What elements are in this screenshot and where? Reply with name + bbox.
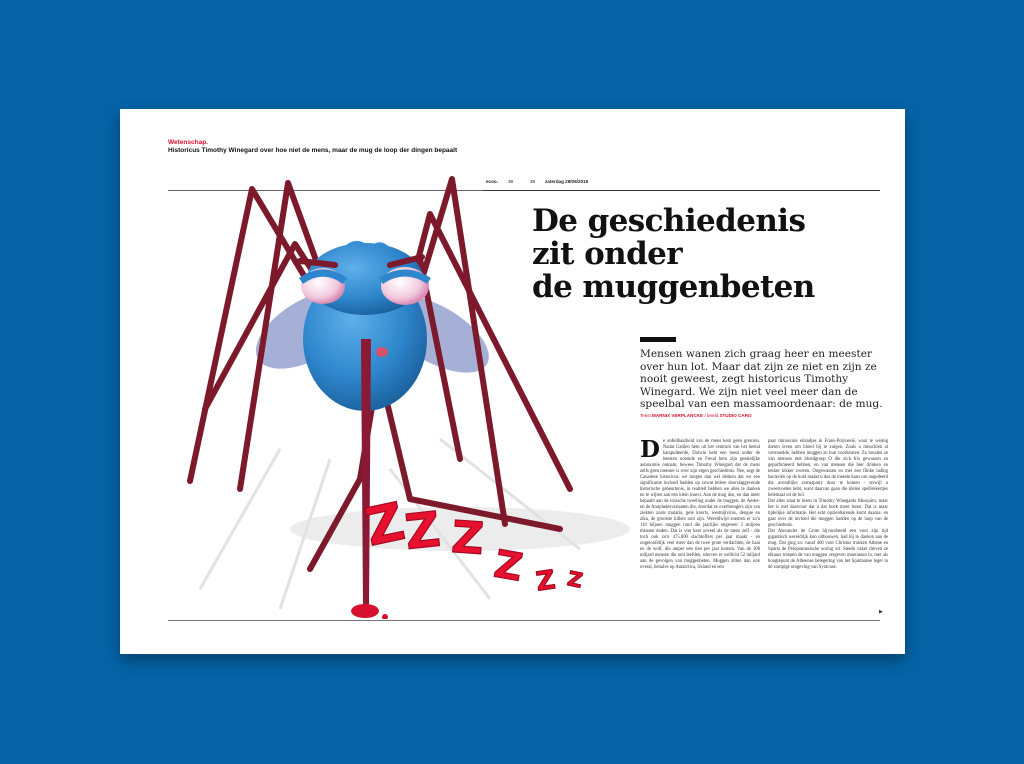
drop-cap: D bbox=[640, 436, 660, 463]
headline bbox=[532, 205, 852, 304]
body-text-2b: Dat alles staat te lezen in Timothy Winegards Mosquito, maar het is niet daarvoor dat u dat boek moet lezen. Dat is maar tijdelijke informatie. Het echt opzienbarende komt daarna: en gaat over de invloed die muggen hadden op de loop van de geschiedenis. bbox=[768, 499, 888, 528]
byline-image-label: beeld bbox=[706, 413, 719, 418]
brand-logo: ecoo. bbox=[486, 179, 498, 184]
svg-text:Z: Z bbox=[402, 501, 443, 561]
svg-text:Z: Z bbox=[565, 566, 585, 593]
svg-text:Z: Z bbox=[450, 511, 486, 565]
body-text-2c: Dat Alexander de Grote bijvoorbeeld een voor zijn tijd gigantisch wereldrijk kon uitbouwen, had hij te danken aan de mug. Dat ging zo: vanaf 460 voor Christus trokken Athene en Sparta de Peloponnesische oorlog uit. Steeds vaker dreven ze elkaars troepen de van muggen vergeven moerassen in, met als hoogtepunt de Atheense belegering van het Spartaanse leger in de zompige omgeving van Syracuse. bbox=[768, 529, 888, 570]
page-number-right: 39 bbox=[530, 179, 536, 184]
blood-splat bbox=[382, 614, 388, 619]
svg-text:Z: Z bbox=[491, 541, 526, 590]
page-number-left: 38 bbox=[508, 179, 514, 184]
rubric bbox=[168, 139, 457, 155]
lead-bar bbox=[640, 337, 676, 342]
footer-rule bbox=[168, 620, 880, 621]
mosquito-tongue bbox=[376, 347, 388, 357]
rubric-subtitle: Historicus Timothy Winegard over hoe niet de mens, maar de mug de loop der dingen bepaalt bbox=[168, 147, 458, 154]
body-text-1: e onfeilbaarheid van de mens kent geen grenzen. Nadat Galileo hem uit het centrum van het heelal katapulteerde, Darwin hem een beest onder de beesten noemde en Freud hem zijn geestelijke autonomie ontnam, bewees Timothy Winegard dat de mens zelfs geen meester is over zijn eigen geschiedenis. Nee, zegt de Canadese historicus: we mogen dan wel denken dat we een significante invloed hadden op zowat iedere doorslaggevende historische gebeurtenis, in realiteit hebben we alles te danken en te wijten aan een klein insect. Aan de mug dus, en dan meer bepaald aan de toxische tweeling onder de muggen, de Aedes- en de Anophelesvarianten die, doordat ze overbrengers zijn van ziekten zoals malaria, gele koorts, westnijlvirus, dengue en zika, de grootste killers ooit zijn. Wereldwijd zoemen er zo'n 110 biljoen muggen rond die jaarlijks ongeveer 2 miljoen mensen doden. Dat is vier keer zoveel als de mens zelf - die toch ook zo'n 475.000 slachtoffers per jaar maakt - en ongeloofelijk veel meer dan de twee grote verdachten, de haai en de wolf, die amper een tien per jaar komen. Van de 108 miljard mensen die ooit leefden, stierven er wellicht 52 miljard aan de gevolgen van muggenbeten. Muggen zitten dan ook overal, behalve op Antarctica, IJsland en een bbox=[640, 439, 760, 570]
byline: Tekst MARNIX VERPLANCKE / beeld STUDIO CARO bbox=[640, 413, 752, 418]
headline-line-3: de muggenbeten bbox=[532, 269, 815, 305]
mosquito-proboscis bbox=[361, 339, 371, 607]
body-column-1 bbox=[640, 436, 760, 571]
blood-drop bbox=[351, 604, 379, 618]
svg-text:Z: Z bbox=[360, 491, 410, 559]
lead-paragraph: Mensen wanen zich graag heer en meester over hun lot. Maar dat zijn ze niet en zijn ze nooit geweest, zegt historicus Timothy Winegard. We zijn niet veel meer dan de speelbal van een massamoordenaar: de mug. bbox=[640, 348, 883, 410]
svg-text:Z: Z bbox=[534, 565, 558, 598]
body-text-2a: paar minuscule eilandjes in Frans-Polynesië, waar te weinig dieren leven om bloed bij te zuigen. Zoals u misschien al vermoedde, hebben muggen zo hun voorkeuren. Zo houden ze van mensen met bloedgroep O die zich fris gewassen en geparfumeerd hebben, en van mensen die bier drinken en lekker lekker zweten. Ongewassen en met een flinke lading bacteriën op de huid maakt u dus de meeste kans om ongedeerd die avondlijke zomerparty door te komen - terwijl u zweetvoeten hebt, want daarvan gaan die kleine spelbrekertjes helemaal uit de bol. bbox=[768, 439, 888, 498]
byline-illustrator: STUDIO CARO bbox=[719, 413, 752, 418]
byline-text-label: Tekst bbox=[640, 413, 651, 418]
body-column-2 bbox=[768, 439, 888, 571]
headline-line-2: zit onder bbox=[532, 236, 683, 272]
magazine-spread bbox=[120, 109, 905, 654]
byline-author: MARNIX VERPLANCKE bbox=[652, 413, 704, 418]
section-label: Wetenschap. bbox=[168, 139, 208, 146]
headline-line-1: De geschiedenis bbox=[532, 203, 806, 239]
continue-arrow-icon: ▶ bbox=[879, 610, 883, 615]
issue-date: zaterdag 28/09/2019 bbox=[545, 179, 589, 184]
